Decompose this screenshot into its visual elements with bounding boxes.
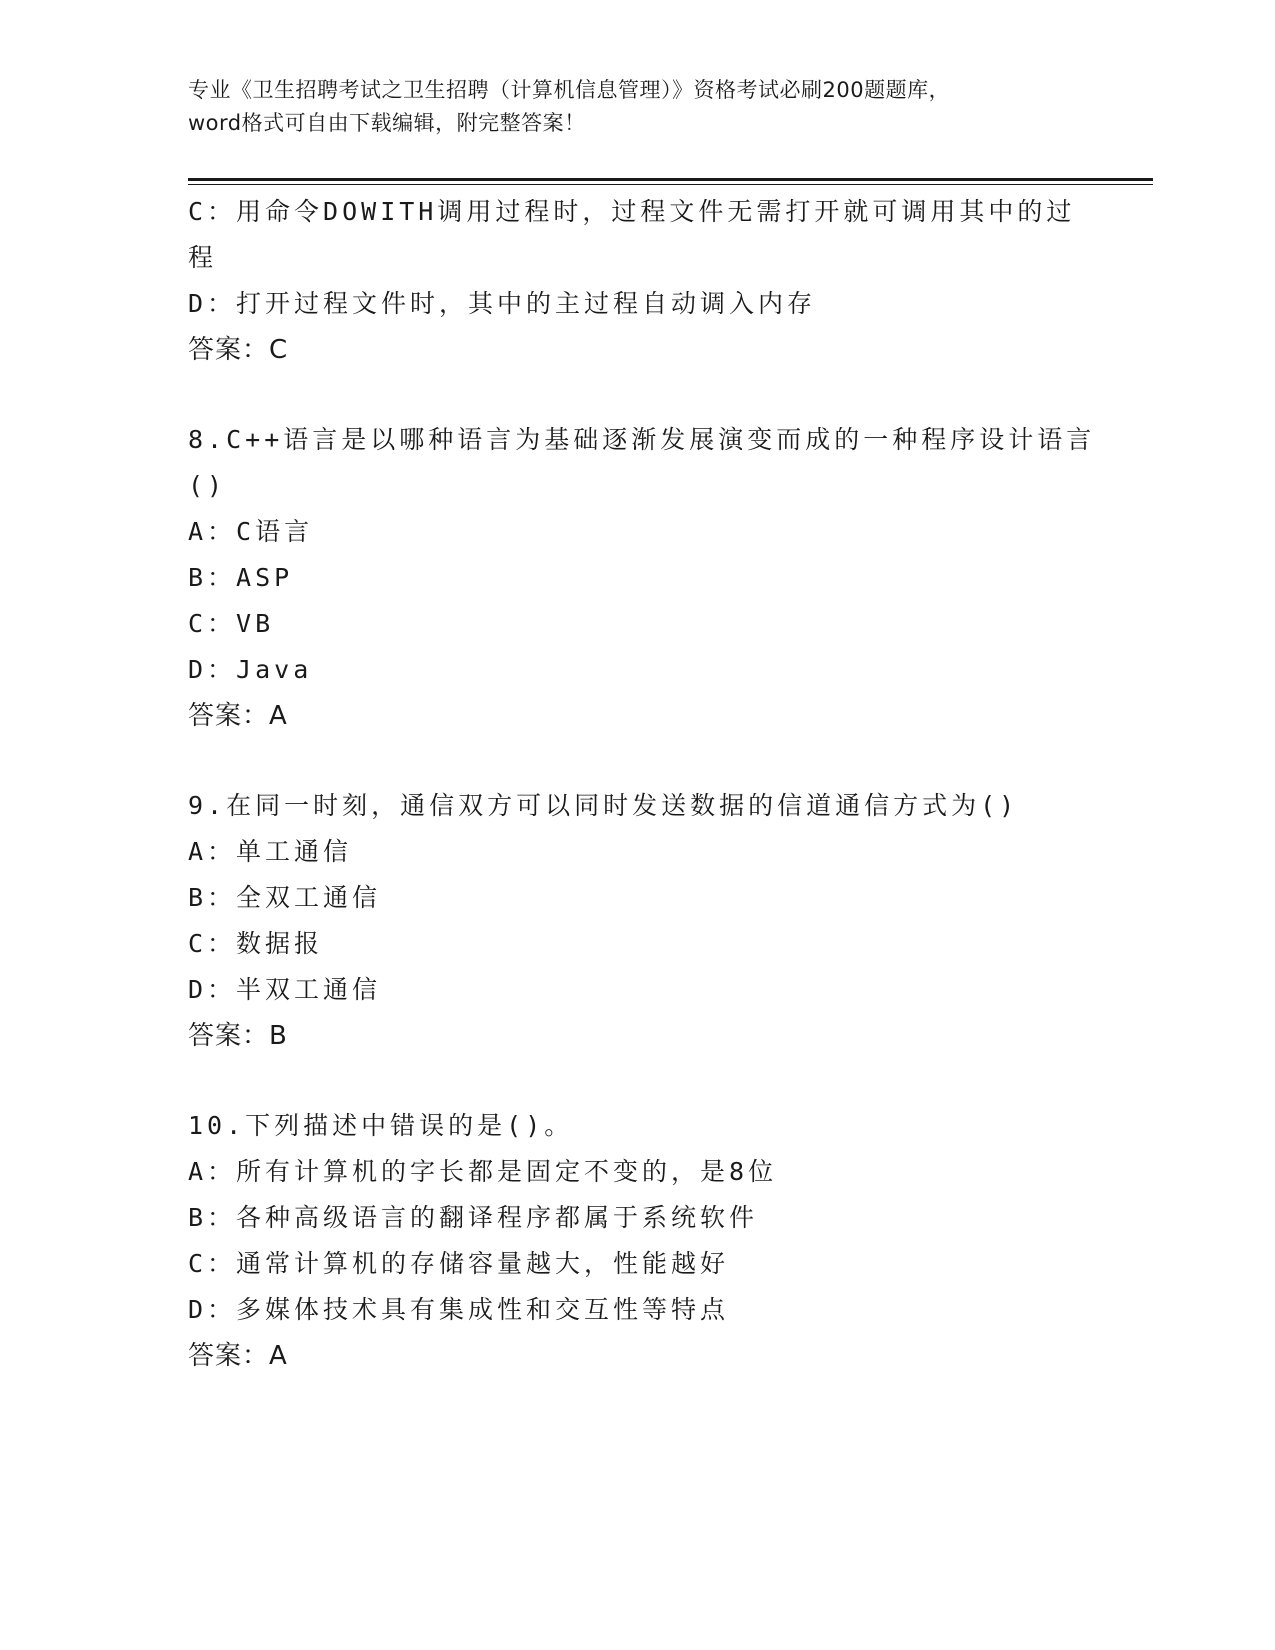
option-a: A：C语言: [188, 517, 314, 546]
option-b: B：ASP: [188, 563, 294, 592]
answer-line: 答案：B: [188, 1021, 288, 1051]
option-d: D：Java: [188, 655, 313, 684]
question-9: [188, 783, 1088, 1059]
option-c-wrap: 程: [188, 243, 218, 272]
option-c: C：数据报: [188, 929, 324, 958]
document-content: [188, 189, 1096, 1379]
document-header: [188, 74, 1068, 140]
question-title: 8.C++语言是以哪种语言为基础逐渐发展演变而成的一种程序设计语言: [188, 425, 1096, 454]
question-title: 9.在同一时刻，通信双方可以同时发送数据的信道通信方式为(): [188, 791, 1019, 820]
option-c: C：通常计算机的存储容量越大，性能越好: [188, 1249, 730, 1278]
option-d: D：多媒体技术具有集成性和交互性等特点: [188, 1295, 730, 1324]
option-b: B：各种高级语言的翻译程序都属于系统软件: [188, 1203, 759, 1232]
question-10: [188, 1103, 1088, 1379]
answer-line: 答案：C: [188, 335, 289, 365]
option-a: A：单工通信: [188, 837, 353, 866]
question-8: [188, 417, 1096, 739]
question-title-wrap: (): [188, 471, 227, 500]
question-7-continuation: [188, 189, 1088, 373]
answer-line: 答案：A: [188, 1341, 288, 1371]
header-title-line1: 专业《卫生招聘考试之卫生招聘（计算机信息管理）》资格考试必刷200题题库，: [188, 78, 951, 102]
question-title: 10.下列描述中错误的是()。: [188, 1111, 574, 1140]
header-divider-thick: [188, 178, 1153, 181]
option-c: C：VB: [188, 609, 275, 638]
option-d: D：半双工通信: [188, 975, 382, 1004]
header-title-line2: word格式可自由下载编辑，附完整答案！: [188, 111, 586, 135]
option-d: D：打开过程文件时，其中的主过程自动调入内存: [188, 289, 817, 318]
answer-line: 答案：A: [188, 701, 288, 731]
option-c: C：用命令DOWITH调用过程时，过程文件无需打开就可调用其中的过: [188, 197, 1076, 226]
header-divider-thin: [188, 184, 1153, 185]
option-b: B：全双工通信: [188, 883, 382, 912]
option-a: A：所有计算机的字长都是固定不变的，是8位: [188, 1157, 778, 1186]
